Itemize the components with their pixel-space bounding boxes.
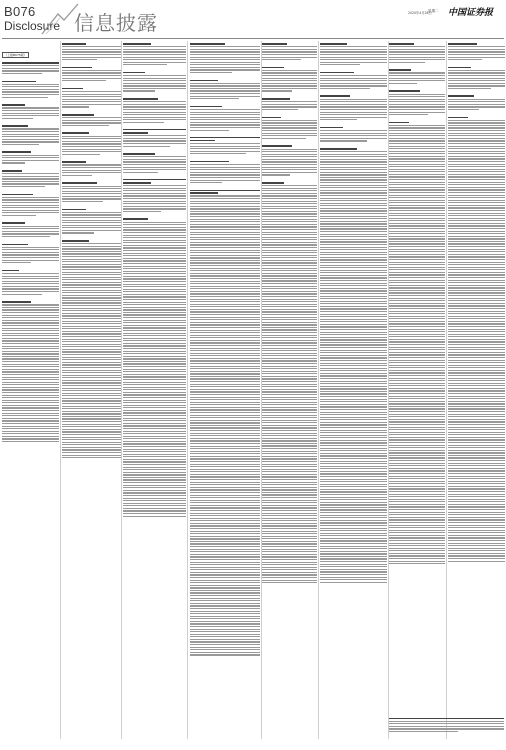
page-code: B076 — [4, 4, 36, 19]
article-column-2 — [62, 41, 121, 736]
issue-date: 2020年4月28日 — [408, 11, 432, 15]
article-column-3 — [123, 41, 186, 736]
column-divider — [187, 41, 188, 739]
section-english: Disclosure — [4, 19, 61, 33]
column-divider — [60, 41, 61, 739]
footnote-block — [389, 716, 504, 736]
article-column-5 — [262, 41, 317, 736]
masthead — [0, 0, 506, 38]
masthead-rule — [2, 38, 504, 39]
continued-badge: （上接B075版） — [4, 53, 27, 57]
article-column-8 — [448, 41, 505, 713]
article-column-1 — [2, 41, 59, 736]
article-column-6 — [320, 41, 387, 736]
article-column-7 — [389, 41, 445, 713]
issue-weekday: 星期二 — [428, 9, 439, 13]
section-title: 信息披露 — [74, 11, 158, 35]
newspaper-brand: 中国证券报 — [448, 8, 494, 18]
column-divider — [446, 41, 447, 739]
column-divider — [121, 41, 122, 739]
column-divider — [318, 41, 319, 739]
article-column-4 — [190, 41, 260, 736]
